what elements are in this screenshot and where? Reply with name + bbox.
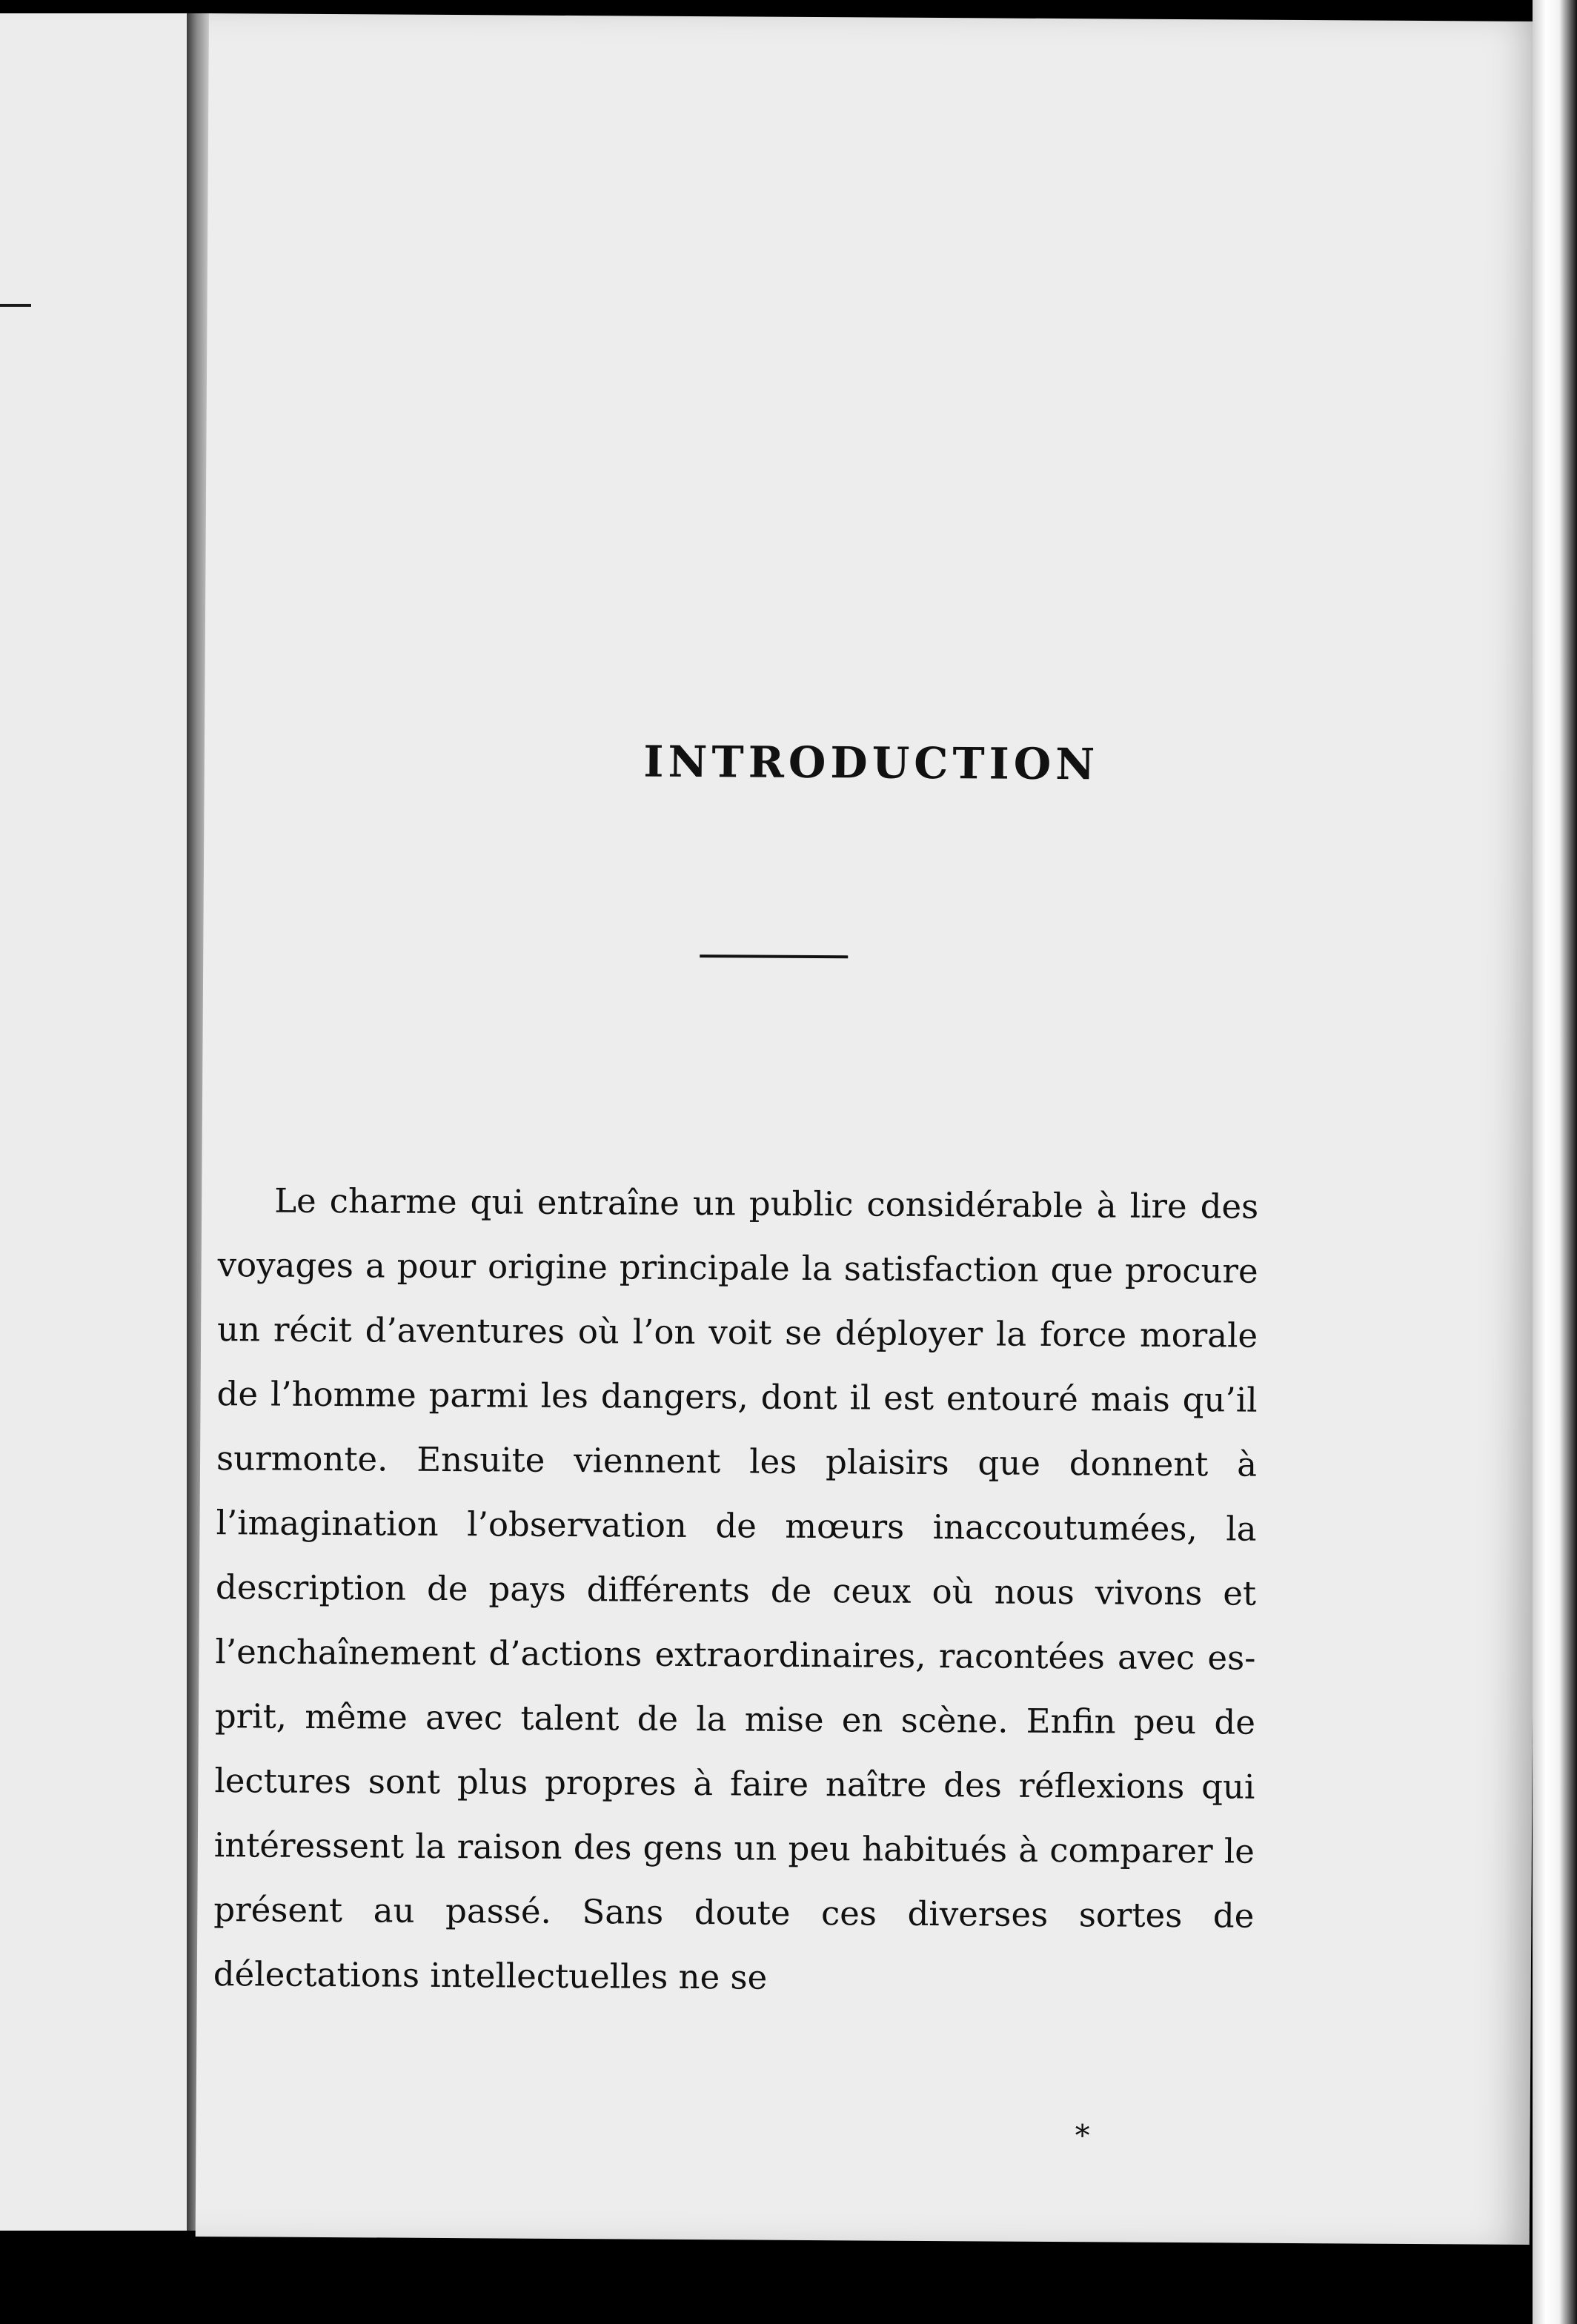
chapter-heading: INTRODUCTION (643, 736, 1100, 790)
left-page-edge (0, 13, 191, 2231)
body-paragraph: Le charme qui entraîne un public considérable à lire des voyages a pour origine principale la satisfaction que procure un récit d’aventures où l’on voit se déployer la force morale de l’homme parmi les dangers, dont il est entouré mais qu’il surmonte. Ensuite viennent les plaisirs que donnent à l’imagination l’observation de mœurs inaccoutumées, la description de pays différents de ceux où nous vivons et l’enchaînement d’actions extraordinaires, racontées avec esprit, même avec talent de la mise en scène. Enfin peu de lectures sont plus propres à faire naître des réflexions qui intéressent la raison des gens un peu habitués à comparer le présent au passé. Sans doute ces diverses sortes de délectations intellectuelles ne se (213, 1181, 1259, 1997)
heading-rule (700, 954, 848, 958)
signature-mark: * (1075, 2119, 1090, 2154)
book-page (196, 13, 1543, 2245)
left-page-mark (0, 304, 31, 307)
right-page-edge (1533, 0, 1577, 2324)
